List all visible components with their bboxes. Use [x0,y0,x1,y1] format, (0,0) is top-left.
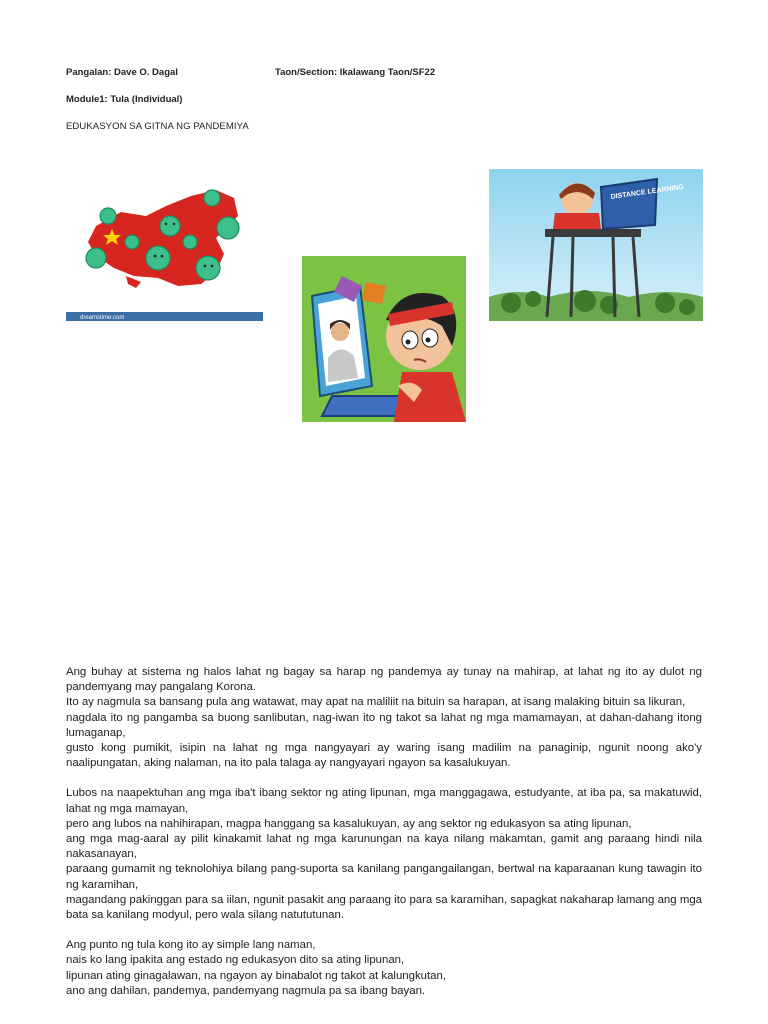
poem-line: Ito ay nagmula sa bansang pula ang watawat, may apat na maliliit na bituin sa harapan, at isang malaking bituin sa likuran, [66,696,686,709]
year-section: Taon/Section: Ikalawang Taon/SF22 [275,67,436,78]
poem-line: nais ko lang ipakita ang estado ng edukasyon dito sa ating lipunan, [66,954,405,967]
poem-line: ano ang dahilan, pandemya, pandemyang nagmula pa sa ibang bayan. [66,984,426,997]
laptop-sign-text: DISTANCE LEARNING [610,183,685,201]
module-label: Module1: [66,94,108,105]
poem-body [66,665,702,1014]
module-line [66,94,182,105]
poem-line: Lubos na naapektuhan ang mga iba't ibang sektor ng ating lipunan, mga manggagawa, estudyante, at iba pa, sa makatuwid, lahat ng mga mamayan, [66,787,702,815]
poem-title: EDUKASYON SA GITNA NG PANDEMIYA [66,121,249,132]
poem-line: Ang punto ng tula kong ito ay simple lang naman, [66,939,316,952]
stanza-2 [66,786,702,923]
poem-line: pero ang lubos na nahihirapan, magpa hanggang sa kasalukuyan, ay ang sektor ng edukasyon sa ating lipunan, [66,817,632,830]
watermark-text: dreamstime.com [80,315,125,321]
stanza-1 [66,665,702,771]
stanza-3 [66,938,702,999]
poem-line: nagdala ito ng pangamba sa buong sanlibutan, nag-iwan ito ng takot sa lahat ng mga mamamayan, at dahan-dahang itong lumaganap, [66,711,702,739]
poem-line: lipunan ating ginagalawan, na ngayon ay binabalot ng takot at kalungkutan, [66,969,446,982]
student-name: Pangalan: Dave O. Dagal [66,67,178,78]
module-title: Tula (Individual) [110,94,183,105]
poem-line: paraang gumamit ng teknolohiya bilang pang-suporta sa kanilang pangangailangan, bertwal na kaparaanan kung tawagin ito ng karamihan, [66,863,702,891]
poem-line: Ang buhay at sistema ng halos lahat ng bagay sa harap ng pandemya ay tunay na mahirap, at lahat ng ito ay dulot ng pandemyang may pangalang Korona. [66,666,702,694]
china-virus-map-image [66,176,263,321]
poem-line: ang mga mag-aaral ay pilit kinakamit lahat ng mga karunungan na kaya nilang makamtan, gamit ang paraang hindi nila nakasanayan, [66,833,702,861]
poem-line: gusto kong pumikit, isipin na lahat ng mga nangyayari ay waring isang madilim na panaginip, ngunit noong ako'y naalipungatan, aking nalaman, na ito pala talaga ay nangyayari ngayon sa kasalukuyan. [66,742,702,770]
poem-line: magandang pakinggan para sa iilan, ngunit pasakit ang paraang ito para sa karamihan, sapagkat nakaharap lamang ang mga bata sa kanilang modyul, pero wala silang natututunan. [66,893,702,922]
online-class-cartoon-image [302,256,466,422]
distance-learning-cartoon-image [489,169,703,321]
